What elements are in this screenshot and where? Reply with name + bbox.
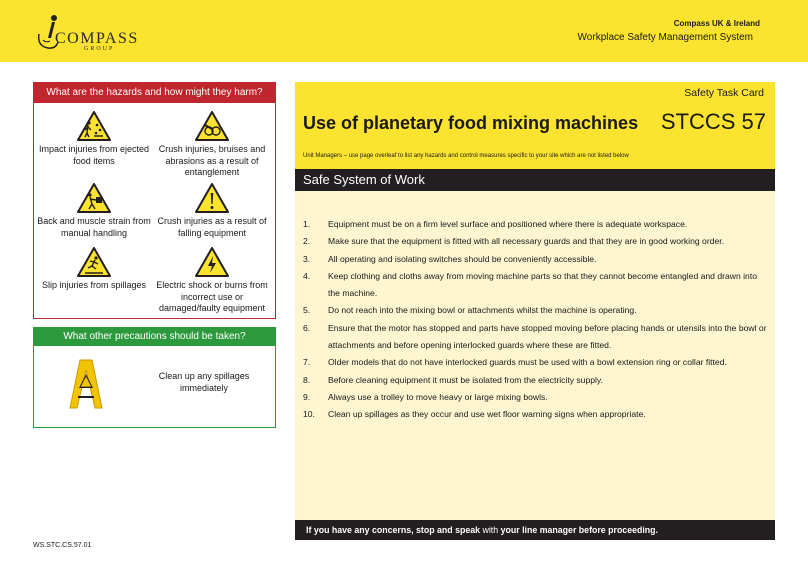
ejected-items-icon (77, 111, 111, 141)
list-item (303, 406, 769, 423)
step-number: 7. (303, 357, 311, 368)
hazard-label: Electric shock or burns from incorrect use or damaged/faulty equipment (156, 280, 268, 313)
step-text: Ensure that the motor has stopped and parts have stopped moving before placing hands or utensils into the bowl or attachments and before opening interlocked guards where these are fitted. (328, 322, 767, 351)
logo-wordmark: COMPASS (55, 30, 139, 47)
hazard-label: Crush injuries as a result of falling equipment (157, 216, 267, 238)
step-text: All operating and isolating switches should be conveniently accessible. (328, 253, 597, 264)
step-text: Before cleaning equipment it must be isolated from the electricity supply. (328, 374, 603, 385)
hazard-label: Slip injuries from spillages (41, 280, 147, 290)
hazard-label: Impact injuries from ejected food items (38, 144, 150, 166)
hazard-item (152, 183, 272, 239)
step-text: Always use a trolley to move heavy or large mixing bowls. (328, 391, 548, 402)
card-title: Use of planetary food mixing machines (303, 113, 639, 133)
step-text: Equipment must be on a firm level surface and positioned where there is adequate workspace. (328, 219, 688, 229)
card-header (295, 82, 775, 169)
card-note: Unit Managers – use page overleaf to list any hazards and control measures specific to your site which are not listed below (303, 153, 629, 159)
footer-warning (295, 520, 775, 540)
precautions-panel (33, 327, 276, 428)
footer-text-plain: with (480, 525, 501, 535)
card-code: STCCS 57 (660, 109, 766, 134)
step-number: 10. (303, 409, 315, 420)
hazards-panel (33, 82, 276, 319)
step-text: Older models that do not have interlocked guards must be used with a bowl extension ring or collar fitted. (328, 357, 727, 368)
step-number: 1. (303, 219, 311, 229)
list-item (303, 216, 769, 233)
hazard-item (152, 247, 272, 315)
manual-handling-icon (77, 183, 111, 213)
safety-task-card (295, 82, 775, 540)
hazard-label: Crush injuries, bruises and abrasions as a result of entanglement (158, 144, 266, 177)
step-number: 8. (303, 374, 311, 385)
wet-floor-sign-icon (68, 358, 104, 410)
step-number: 5. (303, 305, 311, 316)
card-type-label: Safety Task Card (684, 87, 764, 99)
step-text: Clean up spillages as they occur and use wet floor warning signs when appropriate. (328, 409, 646, 420)
hazard-item (34, 247, 154, 292)
list-item (303, 251, 769, 268)
logo-subtext: GROUP (84, 46, 115, 52)
list-item (303, 389, 769, 406)
hazards-heading: What are the hazards and how might they harm? (34, 83, 275, 103)
entanglement-icon (195, 111, 229, 141)
step-text: Do not reach into the mixing bowl or attachments whilst the machine is operating. (328, 305, 637, 316)
header-banner (0, 0, 808, 62)
system-name: Workplace Safety Management System (577, 32, 753, 43)
step-text: Make sure that the equipment is fitted with all necessary guards and that they are in good working order. (328, 236, 725, 247)
hazard-label: Back and muscle strain from manual handling (37, 216, 151, 238)
footer-text-bold: If you have any concerns, stop and speak (306, 525, 481, 535)
step-number: 3. (303, 253, 311, 264)
step-number: 9. (303, 391, 311, 402)
step-number: 6. (303, 322, 311, 333)
list-item (303, 233, 769, 250)
list-item (303, 302, 769, 319)
steps-list (303, 216, 769, 424)
section-heading: Safe System of Work (295, 169, 775, 191)
hazard-item (34, 111, 154, 167)
exclamation-warning-icon (195, 183, 229, 213)
step-number: 2. (303, 236, 311, 247)
list-item (303, 268, 769, 303)
precautions-heading: What other precautions should be taken? (34, 328, 275, 346)
slip-hazard-icon (77, 247, 111, 277)
company-name: Compass UK & Ireland (673, 19, 760, 28)
footer-text-bold: your line manager before proceeding. (500, 525, 658, 535)
electric-shock-icon (195, 247, 229, 277)
step-text: Keep clothing and cloths away from moving machine parts so that they cannot become entangled and drawn into the machine. (328, 270, 757, 299)
list-item (303, 354, 769, 371)
list-item (303, 372, 769, 389)
document-reference: WS.STC.CS.57.01 (33, 542, 92, 549)
precaution-text: Clean up any spillages immediately (158, 371, 250, 393)
hazard-item (34, 183, 154, 239)
list-item (303, 320, 769, 355)
step-number: 4. (303, 270, 311, 281)
hazard-item (152, 111, 272, 179)
